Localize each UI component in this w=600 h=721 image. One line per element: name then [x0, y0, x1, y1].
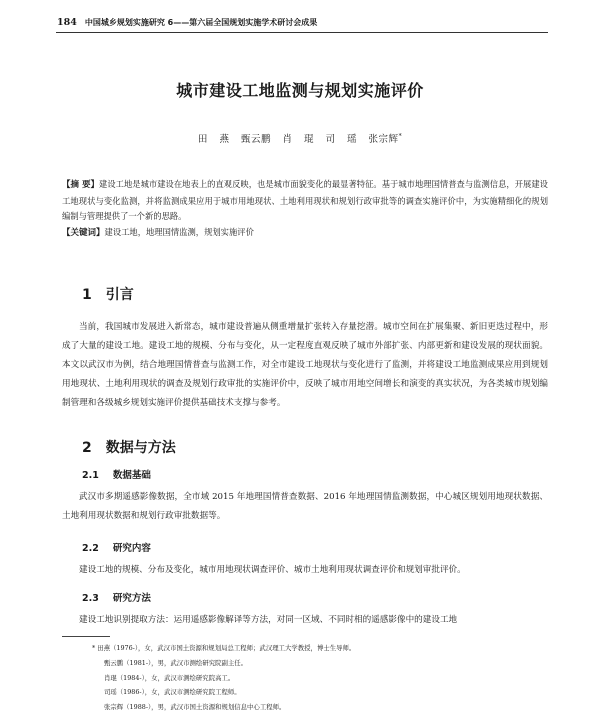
section-title: 引言: [105, 287, 134, 303]
subsection-2-2-paragraph: 建设工地的规模、分布及变化，城市用地现状调查评价、城市土地利用现状调查评价和规划审批评价。: [79, 565, 466, 575]
section-heading: [82, 437, 176, 457]
subsection-number: 2.2: [82, 543, 99, 554]
footnote-line: 张宗辉（1988-），男，武汉市国土资源和规划信息中心工程师。: [104, 703, 286, 712]
keywords-label: 【关键词】: [62, 227, 105, 238]
article-title: 城市建设工地监测与规划实施评价: [176, 81, 424, 100]
running-head: [57, 17, 557, 28]
author-line: [0, 131, 600, 145]
author-names: 田 燕 甄云鹏 肖 琨 司 瑶 张宗辉: [197, 134, 399, 145]
footnote-line: * 田燕（1976-），女，武汉市国土资源和规划局总工程师；武汉理工大学教授，博士生导师。: [92, 644, 356, 652]
subsection-heading: [82, 540, 151, 554]
footnote-line: 甄云鹏（1981-），男，武汉市测绘研究院副主任。: [104, 658, 248, 667]
section-heading: [82, 284, 134, 304]
keywords-paragraph: [62, 225, 548, 242]
subsection-2-3-paragraph: 建设工地识别提取方法：运用遥感影像解译等方法，对同一区域、不同时相的遥感影像中的建设工地: [79, 615, 458, 625]
header-rule: [56, 32, 548, 33]
abstract-block: [62, 177, 548, 241]
section-number: 1: [82, 287, 92, 303]
section-1-paragraph: 当前，我国城市发展进入新常态，城市建设普遍从侧重增量扩张转入存量挖潜。城市空间在扩展集聚、新旧更迭过程中，形成了大量的建设工地。建设工地的规模、分布与变化，从一定程度直观反映了城市外部扩张、内部更新和建设发展的现状面貌。本文以武汉市为例，结合地理国情普查与监测工作，对全市建设工地现状与变化进行了监测，并将建设工地监测成果应用到规划用地现状、土地利用现状的调查及规划行政审批的实施评价中，反映了城市用地空间增长和演变的真实状况，为各类城市规划编制管理和各级城乡规划实施评价提供基础技术支撑与参考。: [62, 322, 548, 408]
footnote-line: 肖琨（1984-），女，武汉市测绘研究院高工。: [104, 673, 235, 682]
footnote-line: 司瑶（1986-），女，武汉市测绘研究院工程师。: [104, 688, 241, 697]
keywords-text: 建设工地，地理国情监测，规划实施评价: [104, 226, 254, 237]
abstract-text: 建设工地是城市建设在地表上的直观反映，也是城市面貌变化的最显著特征。基于城市地理国情普查与监测信息，开展建设工地现状与变化监测，并将监测成果应用于城市用地现状、土地利用现状和规划行政审批等的调查实施评价中，为实施精细化的规划编制与管理提供了一个新的思路。: [62, 179, 548, 221]
footnotes: [92, 641, 548, 715]
subsection-heading: [82, 467, 151, 481]
series-title: 中国城乡规划实施研究 6——第六届全国规划实施学术研讨会成果: [84, 18, 318, 27]
author-footnote-mark: *: [398, 132, 403, 140]
abstract-label: 【摘 要】: [62, 180, 100, 190]
subsection-title: 数据基础: [112, 470, 151, 481]
section-number: 2: [82, 440, 92, 456]
subsection-heading: [82, 590, 151, 604]
footnote-rule: [62, 636, 110, 637]
subsection-number: 2.3: [82, 593, 99, 604]
subsection-2-1-paragraph: 武汉市多期遥感影像数据，全市域 2015 年地理国情普查数据、2016 年地理国情监测数据，中心城区规划用地现状数据、土地利用现状数据和规划行政审批数据等。: [62, 492, 548, 521]
subsection-title: 研究内容: [112, 543, 151, 554]
page-number: 184: [57, 17, 77, 28]
subsection-title: 研究方法: [112, 593, 151, 604]
section-title: 数据与方法: [105, 440, 176, 456]
subsection-number: 2.1: [82, 470, 99, 481]
abstract-paragraph: [62, 177, 548, 225]
